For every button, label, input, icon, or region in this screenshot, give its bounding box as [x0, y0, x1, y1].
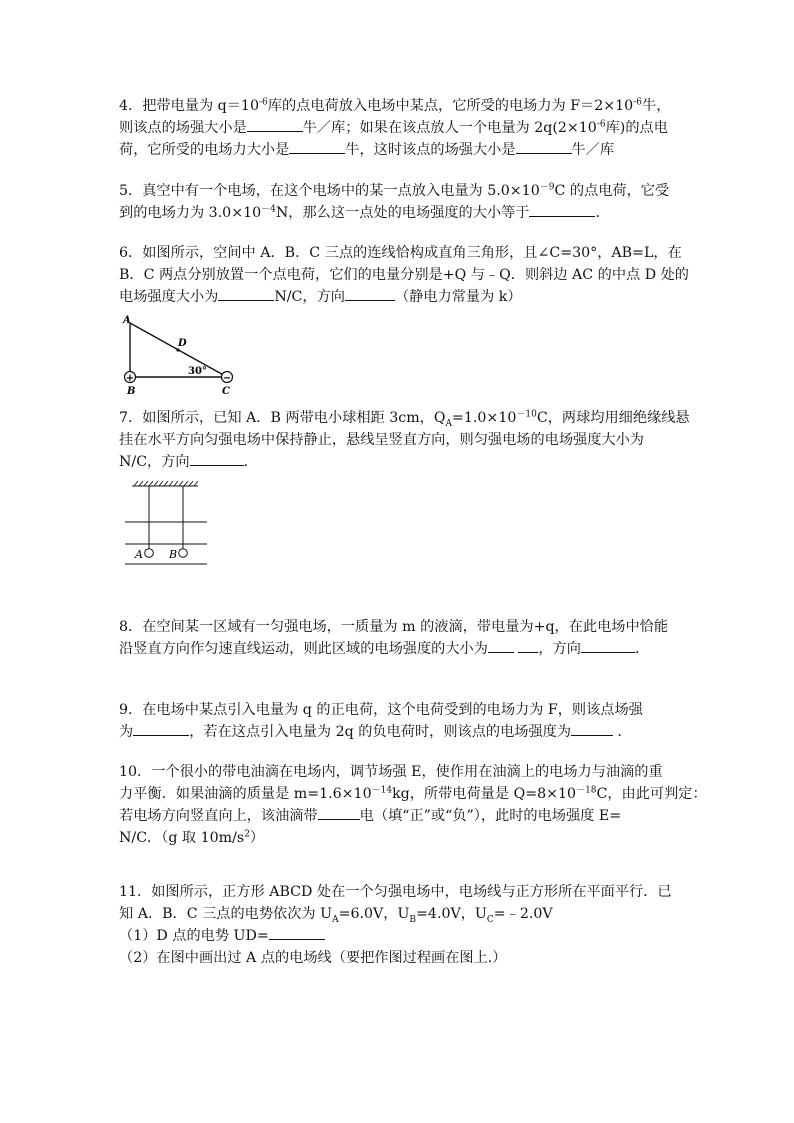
question-4-line-2: 则该点的场强大小是 牛／库；如果在该点放人一个电量为 $2q(2\times 10^{-6}$库)的点电 — [119, 117, 699, 139]
charge-c-sign: − — [222, 373, 232, 384]
question-9-line-2: 为 ，若在这点引入电量为 2q 的负电荷时，则该点的电场强度为 ． — [119, 721, 699, 743]
question-4-line-3: 荷，它所受的电场力大小是 牛，这时该点的场强大小是 牛／库 — [119, 139, 699, 161]
question-8-line-1: 8．在空间某一区域有一匀强电场，一质量为 m 的液滴，带电量为+q，在此电场中恰能 — [119, 619, 669, 635]
question-6-line-2: B．C 两点分别放置一个点电荷，它们的电量分别是+Q 与﹣Q．则斜边 AC 的中点 D 处的 — [119, 267, 689, 283]
ball-b — [179, 549, 188, 558]
question-4 — [119, 95, 699, 161]
question-7 — [119, 407, 699, 473]
question-10-line-2: 力平衡．如果油滴的质量是 $m=1.6\times 10^{-14}kg$，所带电荷量是 $Q=8\times 10^{-18}C$，由此可判定： — [119, 785, 707, 802]
question-5 — [119, 180, 699, 224]
question-7-line-2: 挂在水平方向匀强电场中保持静止，悬线呈竖直方向，则匀强电场的电场强度大小为 — [119, 432, 644, 448]
question-10-line-4: N/C．（g 取 $10m/s^2$） — [119, 829, 265, 846]
question-8 — [119, 616, 699, 660]
hanging-balls-figure — [118, 478, 213, 570]
angle-label: 30° — [188, 366, 207, 377]
question-11-line-3: （1）D 点的电势 UD= — [119, 925, 699, 947]
charge-b-sign: + — [125, 373, 135, 384]
question-10-line-3: 若电场方向竖直向上，该油滴带 电（填“正”或“负”），此时的电场强度 E= — [119, 805, 699, 827]
question-9-line-1: 9．在电场中某点引入电量为 q 的正电荷，这个电荷受到的电场力为 F，则该点场强 — [119, 702, 643, 718]
question-8-line-2: 沿竖直方向作匀速直线运动，则此区域的电场强度的大小为 ，方向 ． — [119, 638, 699, 660]
question-6-line-3: 电场强度大小为 N/C，方向 （静电力常量为 k） — [119, 286, 699, 308]
label-c: C — [222, 386, 230, 397]
question-6-line-1: 6．如图所示，空间中 A．B．C 三点的连线恰构成直角三角形，且∠C=30°，AB=L，在 — [119, 245, 682, 261]
question-5-line-1: 5．真空中有一个电场，在这个电场中的某一点放入电量为 $5.0\times 10^{-9}C$ 的点电荷，它受 — [119, 182, 670, 199]
ball-a-label: A — [135, 548, 143, 561]
question-7-line-1: 7．如图所示，已知 A．B 两带电小球相距 3cm，$Q_A=1.0\times 10^{-10}C$，两球均用细绝缘线悬 — [119, 409, 690, 429]
question-11-line-2: 知 A．B．C 三点的电势依次为 $U_A=6.0V$，$U_B=4.0V$，$U_C=﹣2.0V$ — [119, 906, 553, 925]
ball-a — [145, 549, 154, 558]
question-5-line-2: 到的电场力为 $3.0\times 10^{-4}N$，那么这一点处的电场强度的大小等于 ． — [119, 202, 699, 224]
label-a: A — [123, 315, 131, 326]
label-d: D — [178, 338, 187, 349]
triangle-figure — [118, 310, 243, 398]
ceiling-hatch — [132, 481, 198, 486]
question-10-line-1: 10．一个很小的带电油滴在电场内，调节场强 E，使作用在油滴上的电场力与油滴的重 — [119, 764, 663, 780]
question-9 — [119, 699, 699, 743]
question-11 — [119, 881, 699, 969]
ball-b-label: B — [169, 548, 178, 561]
label-b: B — [127, 386, 136, 397]
question-7-line-3: N/C，方向 ． — [119, 451, 699, 473]
question-11-line-4: （2）在图中画出过 A 点的电场线（要把作图过程画在图上.） — [119, 950, 507, 966]
question-4-line-1: 4．把带电量为 $q=10^{-6}$库的点电荷放入电场中某点，它所受的电场力为 $F=2\times 10^{-6}$牛， — [119, 97, 671, 114]
question-10 — [119, 761, 707, 849]
question-6 — [119, 242, 699, 308]
question-11-line-1: 11．如图所示，正方形 ABCD 处在一个匀强电场中，电场线与正方形所在平面平行．已 — [119, 884, 672, 900]
